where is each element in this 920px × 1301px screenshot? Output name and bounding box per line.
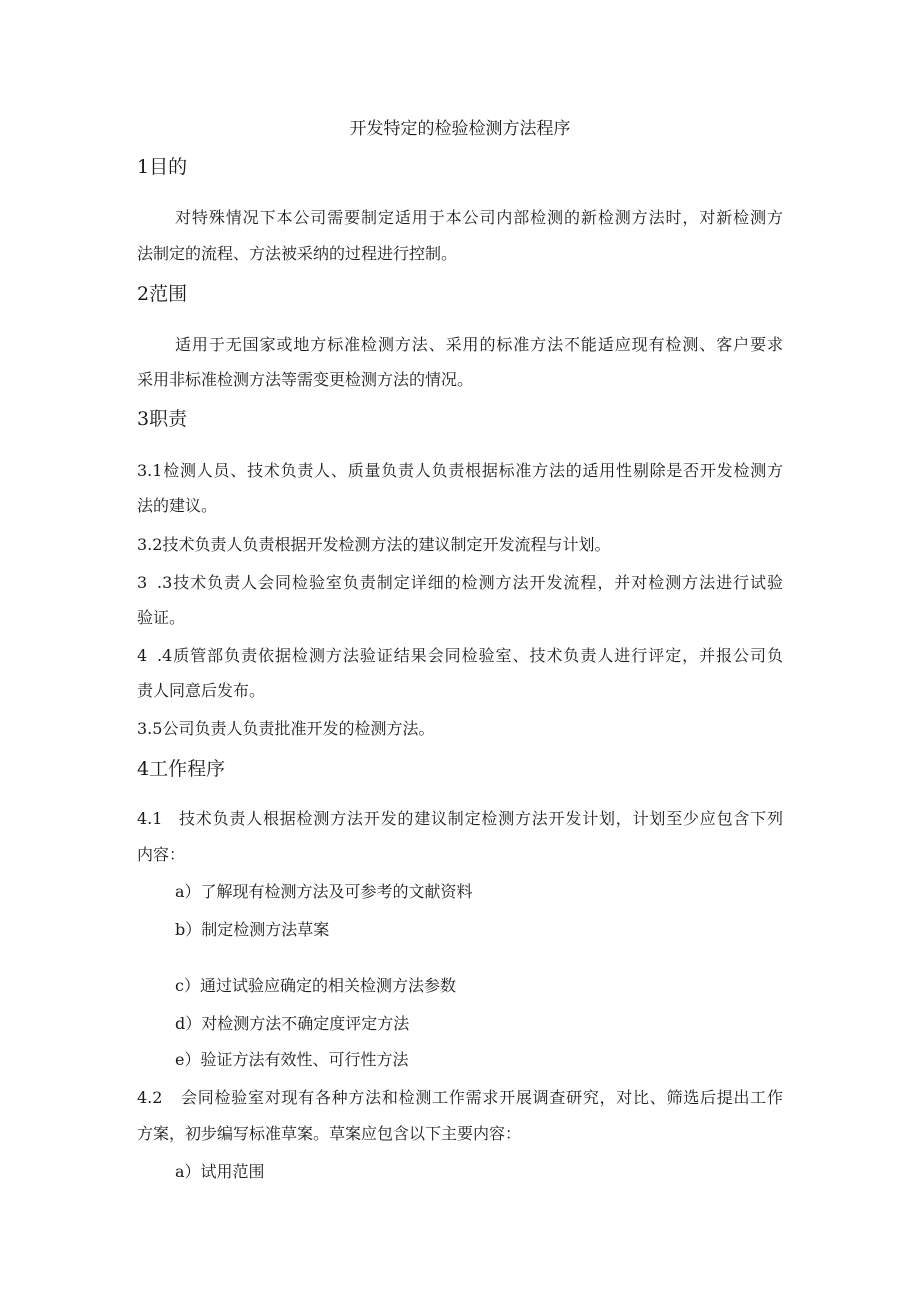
item-4-2-number: 4.2	[137, 1088, 163, 1107]
section-2-paragraph-line-2: 采用非标准检测方法等需变更检测方法的情况。	[137, 370, 474, 389]
section-1-paragraph-line-1: 对特殊情况下本公司需要制定适用于本公司内部检测的新检测方法时，对新检测方	[175, 208, 783, 227]
section-2-heading: 2范围	[137, 283, 188, 305]
item-3-3-line-1: .3技术负责人会同检验室负责制定详细的检测方法开发流程，并对检测方法进行试验	[157, 573, 783, 592]
list-item: e）验证方法有效性、可行性方法	[175, 1050, 409, 1069]
item-3-4-line-1: .4质管部负责依据检测方法验证结果会同检验室、技术负责人进行评定，并报公司负	[157, 646, 783, 665]
item-4-1-number: 4.1	[137, 809, 163, 828]
document-title: 开发特定的检验检测方法程序	[349, 119, 571, 139]
item-4-1-line-2: 内容：	[137, 845, 186, 864]
list-item: b）制定检测方法草案	[175, 920, 330, 939]
section-1-paragraph-line-2: 法制定的流程、方法被采纳的过程进行控制。	[137, 244, 458, 263]
item-4-2-line-1: 会同检验室对现有各种方法和检测工作需求开展调查研究，对比、筛选后提出工作	[181, 1088, 783, 1107]
section-2-paragraph-line-1: 适用于无国家或地方标准检测方法、采用的标准方法不能适应现有检测、客户要求	[175, 335, 783, 354]
list-item: c）通过试验应确定的相关检测方法参数	[175, 976, 456, 995]
section-4-heading: 4工作程序	[137, 758, 226, 780]
list-item: a）试用范围	[175, 1162, 265, 1181]
item-3-2: 3.2技术负责人负责根据开发检测方法的建议制定开发流程与计划。	[137, 535, 611, 554]
section-1-heading: 1目的	[137, 156, 188, 178]
item-3-3-number: 3	[137, 573, 148, 592]
item-3-1-line-1: 3.1检测人员、技术负责人、质量负责人负责根据标准方法的适用性剔除是否开发检测方	[137, 461, 783, 480]
list-item: d）对检测方法不确定度评定方法	[175, 1014, 410, 1033]
item-4-1-line-1: 技术负责人根据检测方法开发的建议制定检测方法开发计划，计划至少应包含下列	[179, 809, 783, 828]
section-3-heading: 3职责	[137, 408, 188, 430]
item-3-5: 3.5公司负责人负责批准开发的检测方法。	[137, 719, 435, 738]
list-item: a）了解现有检测方法及可参考的文献资料	[175, 882, 473, 901]
item-3-3-line-2: 验证。	[137, 608, 186, 627]
item-3-1-line-2: 法的建议。	[137, 496, 218, 515]
item-3-4-line-2: 责人同意后发布。	[137, 681, 266, 700]
item-4-2-line-2: 方案，初步编写标准草案。草案应包含以下主要内容：	[137, 1124, 522, 1143]
item-3-4-number: 4	[137, 646, 148, 665]
